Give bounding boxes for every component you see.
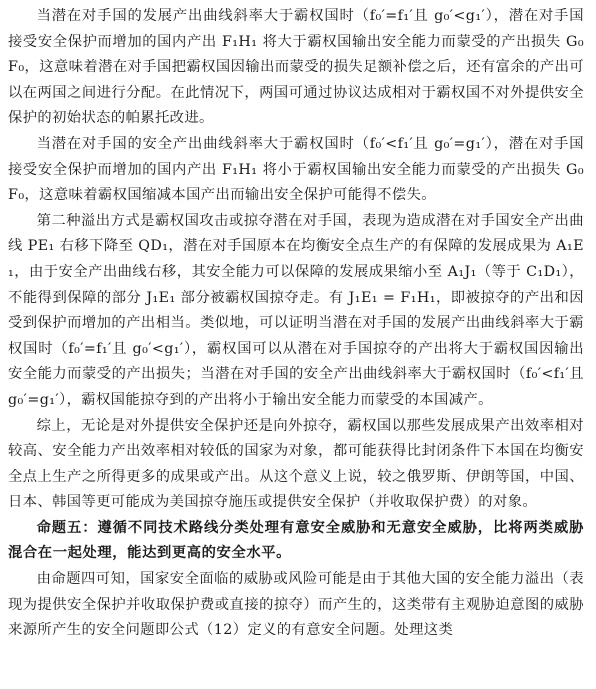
- proposition-five-heading: 命题五：遵循不同技术路线分类处理有意安全威胁和无意安全威胁，比将两类威胁混合在一起处理，能达到更高的安全水平。: [8, 519, 584, 562]
- paragraph-6: 由命题四可知，国家安全面临的威胁或风险可能是由于其他大国的安全能力溢出（表现为提供安全保护并收取保护费或直接的掠夺）而产生的，这类带有主观胁迫意图的威胁来源所产生的安全问题即公式（12）定义的有意安全问题。处理这类: [8, 571, 584, 639]
- paragraph-3: 第二种溢出方式是霸权国攻击或掠夺潜在对手国，表现为造成潜在对手国安全产出曲线 PE₁ 右移下降至 QD₁，潜在对手国原本在均衡安全点生产的有保障的发展成果为 A₁E₁，由于安全产出曲线右移，其安全能力可以保障的发展成果缩小至 A₁J₁（等于 C₁D₁），不能得到保障的部分 J₁E₁ 部分被霸权国掠夺走。有 J₁E₁ = F₁H₁，即被掠夺的产出和因受到保护而增加的产出相当。类似地，可以证明当潜在对手国的发展产出曲线斜率大于霸权国时（f₀′=f₁′且 g₀′<g₁′），霸权国可以从潜在对手国掠夺的产出将大于霸权国因输出安全能力而蒙受的产出损失；当潜在对手国的安全产出曲线斜率大于霸权国时（f₀′<f₁′且 g₀′=g₁′），霸权国能掠夺到的产出将小于输出安全能力而蒙受的本国减产。: [8, 212, 584, 408]
- paragraph-4: 综上，无论是对外提供安全保护还是向外掠夺，霸权国以那些发展成果产出效率相对较高、安全能力产出效率相对较低的国家为对象，都可能获得比封闭条件下本国在均衡安全点上生产之所得更多的成果或产出。从这个意义上说，较之俄罗斯、伊朗等国，中国、日本、韩国等更可能成为美国掠夺施压或提供安全保护（并收取保护费）的对象。: [8, 417, 584, 511]
- paragraph-1: 当潜在对手国的发展产出曲线斜率大于霸权国时（f₀′=f₁′且 g₀′<g₁′），潜在对手国接受安全保护而增加的国内产出 F₁H₁ 将大于霸权国输出安全能力而蒙受的产出损失 G₀F₀，这意味着潜在对手国把霸权国因输出而蒙受的损失足额补偿之后，还有富余的产出可以在两国之间进行分配。在此情况下，两国可通过协议达成相对于霸权国不对外提供安全保护的初始状态的帕累托改进。: [8, 8, 584, 127]
- paragraph-2: 当潜在对手国的安全产出曲线斜率大于霸权国时（f₀′<f₁′且 g₀′=g₁′），潜在对手国接受安全保护而增加的国内产出 F₁H₁ 将小于霸权国输出安全能力而蒙受的产出损失 G₀F₀，这意味着霸权国缩减本国产出而输出安全保护可能得不偿失。: [8, 135, 584, 204]
